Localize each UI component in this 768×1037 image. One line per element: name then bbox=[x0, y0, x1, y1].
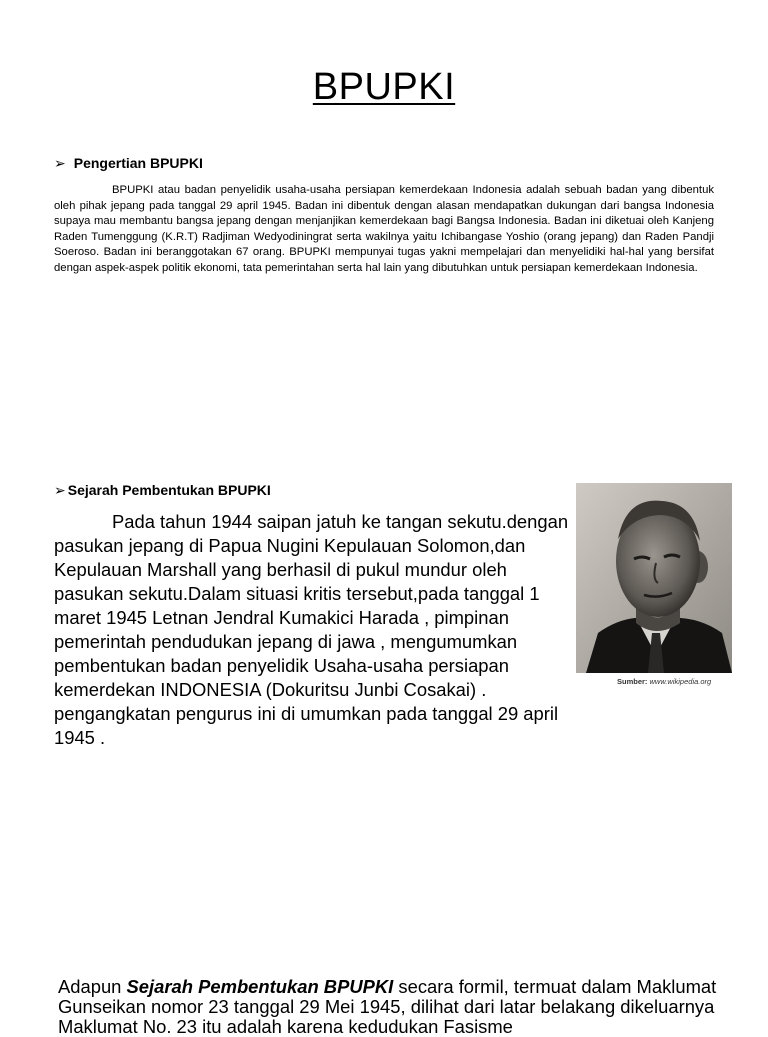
footer-paragraph bbox=[58, 977, 718, 1037]
section-paragraph-pengertian bbox=[54, 183, 714, 277]
section-paragraph-sejarah bbox=[54, 510, 574, 750]
paragraph-text: BPUPKI atau badan penyelidik usaha-usaha persiapan kemerdekaan Indonesia adalah sebuah badan yang dibentuk oleh pihak jepang pada tanggal 29 april 1945. Badan ini dibentuk dengan alasan mendapatkan dukungan dari bangsa Indonesia supaya mau membantu bangsa jepang dengan menjanjikan kemerdekaan bagi Bangsa Indonesia. Badan ini diketuai oleh Kanjeng Raden Tumenggung (K.R.T) Radjiman Wedyodiningrat serta wakilnya yaitu Ichibangase Yoshio (orang jepang) dan Raden Pandji Soeroso. Badan ini beranggotakan 67 orang. BPUPKI mempunyai tugas yakni mempelajari dan menyelidiki hal-hal yang bersifat dengan aspek-aspek politik ekonomi, tata pemerintahan serta hal lain yang dibutuhkan untuk persiapan kemerdekaan Indonesia. bbox=[54, 184, 714, 274]
arrow-bullet-icon: ➢ bbox=[54, 482, 66, 498]
caption-source: www.wikipedia.org bbox=[649, 677, 712, 686]
page-title: BPUPKI bbox=[312, 66, 456, 108]
section-heading-label: Pengertian BPUPKI bbox=[73, 155, 203, 171]
caption-label: Sumber: bbox=[617, 677, 648, 686]
section-heading-sejarah bbox=[54, 482, 271, 499]
photo-caption bbox=[617, 677, 711, 686]
arrow-bullet-icon: ➢ bbox=[54, 155, 66, 171]
portrait-image bbox=[576, 483, 732, 673]
footer-lead: Adapun bbox=[58, 976, 127, 997]
section-heading-label: Sejarah Pembentukan BPUPKI bbox=[67, 482, 271, 498]
paragraph-text: Pada tahun 1944 saipan jatuh ke tangan sekutu.dengan pasukan jepang di Papua Nugini Kepulauan Solomon,dan Kepulauan Marshall yang berhasil di pukul mundur oleh pasukan sekutu.Dalam situasi kritis tersebut,pada tanggal 1 maret 1945 Letnan Jendral Kumakici Harada , pimpinan pemerintah pendudukan jepang di jawa , mengumumkan pembentukan badan penyelidik Usaha-usaha persiapan kemerdekan INDONESIA (Dokuritsu Junbi Cosakai) . pengangkatan pengurus ini di umumkan pada tanggal 29 april 1945 . bbox=[54, 511, 569, 748]
portrait-photo bbox=[576, 483, 732, 673]
section-heading-pengertian bbox=[54, 155, 203, 172]
footer-emphasis: Sejarah Pembentukan BPUPKI bbox=[126, 976, 394, 997]
footer-rest: secara formil, termuat dalam Maklumat Gunseikan nomor 23 tanggal 29 Mei 1945, dilihat dari latar belakang dikeluarnya Maklumat No. 23 itu adalah karena kedudukan Fasisme bbox=[58, 976, 717, 1037]
